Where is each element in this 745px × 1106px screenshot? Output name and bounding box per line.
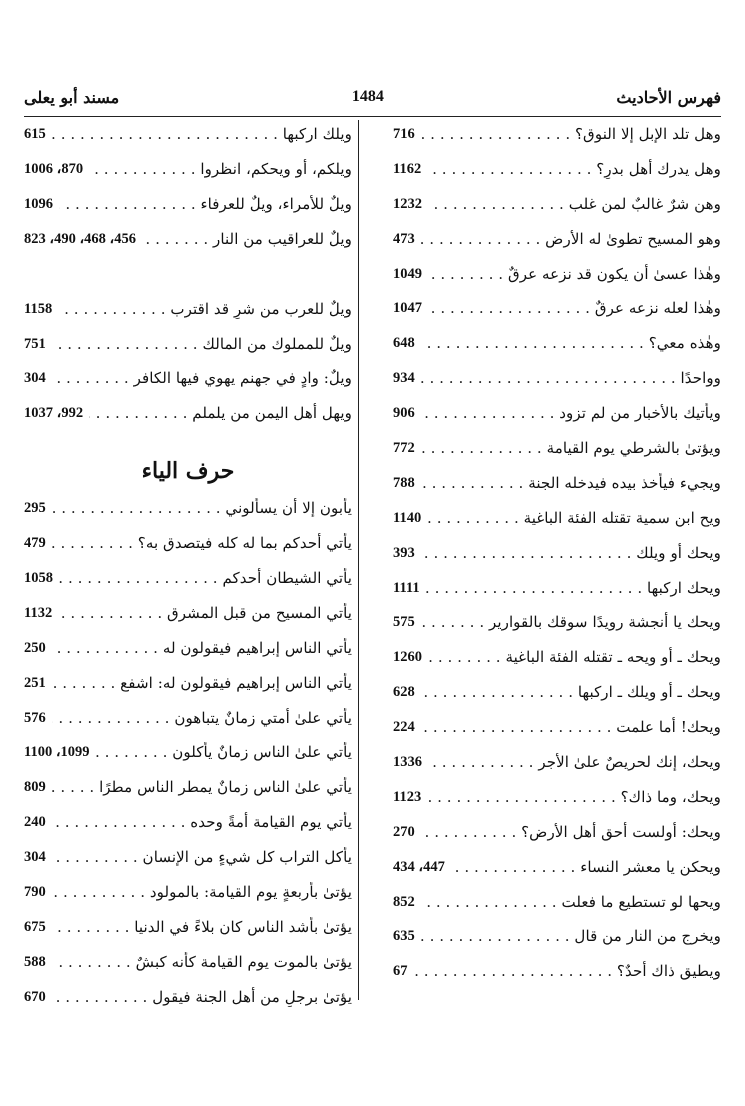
entry-text: يأتي يوم القيامة أمةً وحده . . . xyxy=(52,812,352,832)
index-entry xyxy=(393,961,721,996)
index-entry xyxy=(393,403,721,438)
entry-reference: 1096 xyxy=(24,195,53,212)
index-entry xyxy=(24,368,352,403)
entry-reference: 1058 xyxy=(24,570,53,587)
index-entry xyxy=(24,159,352,194)
entry-reference: 575 xyxy=(393,614,415,631)
entry-text: ويح ابن سمية تقتله الفئة الباغية . . . xyxy=(427,508,721,528)
index-entry xyxy=(24,742,352,777)
index-entry xyxy=(393,264,721,299)
entry-text: ويهل أهل اليمن من يلملم . . . xyxy=(89,403,352,423)
entry-reference: 588 xyxy=(24,953,46,970)
entry-text: وهو المسيح تطوىٰ له الأرض . . . xyxy=(421,229,721,249)
entry-reference: 934 xyxy=(393,370,415,387)
entry-reference: 251 xyxy=(24,674,46,691)
index-entry xyxy=(24,812,352,847)
entry-text: ويحك: أولست أحق أهل الأرض؟ . . . xyxy=(421,822,721,842)
header-rule xyxy=(24,116,721,117)
index-entry xyxy=(393,508,721,543)
entry-text: ويخرج من النار من قال . . . xyxy=(421,926,721,946)
index-entry xyxy=(24,533,352,568)
entry-reference: 870، 1006 xyxy=(24,160,84,177)
index-entry xyxy=(24,952,352,987)
left-column xyxy=(24,124,352,1022)
entry-reference: 473 xyxy=(393,230,415,247)
entry-reference: 675 xyxy=(24,918,46,935)
entry-text: يؤتىٰ برجلٍ من أهل الجنة فيقول . . . xyxy=(52,987,352,1007)
index-entry xyxy=(24,498,352,533)
page-number: 1484 xyxy=(351,88,384,105)
index-entry xyxy=(24,334,352,369)
entry-text: وهل يدرك أهل بدرٍ؟ . . . xyxy=(427,159,721,179)
entry-reference: 1123 xyxy=(393,788,422,805)
index-entry xyxy=(393,543,721,578)
entry-reference: 479 xyxy=(24,535,46,552)
entry-text: وهٰذا عسىٰ أن يكون قد نزعه عرقٌ . . . xyxy=(428,264,721,284)
index-entry xyxy=(24,403,352,438)
entry-text: ويلٌ للعراقيب من النار . . . xyxy=(142,229,352,249)
index-entry xyxy=(393,298,721,333)
entry-reference: 393 xyxy=(393,544,415,561)
entry-reference: 788 xyxy=(393,474,415,491)
index-entry xyxy=(393,647,721,682)
entry-reference: 670 xyxy=(24,988,46,1005)
entry-text: ويلكم، أو ويحكم، انظروا . . . xyxy=(89,159,352,179)
index-entry xyxy=(24,882,352,917)
entry-text: يؤتىٰ بأشد الناس كان بلاءً في الدنيا . . . xyxy=(52,917,352,937)
entry-text: ويحك أو ويلك . . . xyxy=(421,543,721,563)
entry-text: وواحدًا . . . xyxy=(421,368,721,388)
entry-text: وهٰذه معي؟ . . . xyxy=(421,333,721,353)
entry-reference: 790 xyxy=(24,884,46,901)
entry-text: ويجيء فيأخذ بيده فيدخله الجنة . . . xyxy=(421,473,721,493)
index-entry xyxy=(24,638,352,673)
entry-text: يأكل التراب كل شيءٍ من الإنسان . . . xyxy=(52,847,352,867)
entry-text: وهن شرٌ غالبٌ لمن غلب . . . xyxy=(428,194,721,214)
index-entry xyxy=(24,708,352,743)
right-column xyxy=(393,124,721,996)
entry-text: وهل تلد الإبل إلا النوق؟ . . . xyxy=(421,124,721,144)
entry-reference: 1099، 1100 xyxy=(24,744,90,761)
entry-text: يأتي الناس إبراهيم فيقولون له: اشفع . . . xyxy=(52,673,352,693)
entry-reference: 250 xyxy=(24,639,46,656)
index-entry xyxy=(393,926,721,961)
index-entry xyxy=(24,673,352,708)
entry-text: يأتي المسيح من قبل المشرق . . . xyxy=(58,603,352,623)
entry-reference: 224 xyxy=(393,719,415,736)
entry-reference: 304 xyxy=(24,849,46,866)
index-entry xyxy=(24,987,352,1022)
index-entry xyxy=(393,787,721,822)
entry-text: يأتي أحدكم بما له كله فيتصدق به؟ . . . xyxy=(52,533,352,553)
entry-text: يأتي الناس إبراهيم فيقولون له . . . xyxy=(52,638,352,658)
entry-reference: 270 xyxy=(393,823,415,840)
page-header xyxy=(24,82,721,112)
index-entry xyxy=(393,124,721,159)
entry-reference: 240 xyxy=(24,814,46,831)
entry-text: ويؤتىٰ بالشرطي يوم القيامة . . . xyxy=(421,438,721,458)
entry-text: يأتي الشيطان أحدكم . . . xyxy=(59,568,352,588)
entry-reference: 628 xyxy=(393,684,415,701)
index-entry xyxy=(393,612,721,647)
index-entry xyxy=(393,682,721,717)
index-entry xyxy=(24,194,352,229)
entry-text: ويحك ـ أو ويلك ـ اركبها . . . xyxy=(421,682,721,702)
entry-text: ويلك اركبها . . . xyxy=(52,124,352,144)
entry-reference: 716 xyxy=(393,126,415,142)
index-entry xyxy=(393,333,721,368)
index-entry xyxy=(393,578,721,613)
entry-reference: 1140 xyxy=(393,509,422,526)
entry-reference: 751 xyxy=(24,335,46,352)
left-column-bottom xyxy=(24,498,352,1021)
entry-text: ويلٌ للمملوك من المالك . . . xyxy=(52,334,352,354)
entry-text: ويحك اركبها . . . xyxy=(426,578,721,598)
entry-reference: 304 xyxy=(24,370,46,387)
entry-reference: 576 xyxy=(24,709,46,726)
entry-reference: 1232 xyxy=(393,195,422,212)
entry-text: ويلٌ للأمراء، ويلٌ للعرفاء . . . xyxy=(59,194,352,214)
entry-text: ويحك ـ أو ويحه ـ تقتله الفئة الباغية . . . xyxy=(428,647,721,667)
entry-reference: 1049 xyxy=(393,265,422,282)
entry-text: يؤتىٰ بالموت يوم القيامة كأنه كبشٌ . . . xyxy=(52,952,352,972)
entry-reference: 1047 xyxy=(393,300,422,317)
entry-reference: 635 xyxy=(393,928,415,945)
entry-text: ويحك يا أنجشة رويدًا سوقك بالقوارير . . . xyxy=(421,612,721,632)
entry-reference: 447، 434 xyxy=(393,858,445,875)
index-entry xyxy=(393,194,721,229)
index-entry xyxy=(24,603,352,638)
index-entry xyxy=(393,229,721,264)
entry-reference: 1111 xyxy=(393,579,420,596)
entry-text: يؤتىٰ بأربعةٍ يوم القيامة: بالمولود . . . xyxy=(52,882,352,902)
index-entry xyxy=(24,847,352,882)
entry-text: يأتي علىٰ الناس زمانٌ يمطر الناس مطرًا . . . xyxy=(52,777,352,797)
right-running-title: فهرس الأحاديث xyxy=(616,87,721,107)
entry-text: يأتي علىٰ الناس زمانٌ يأكلون . . . xyxy=(96,742,352,762)
entry-reference: 1158 xyxy=(24,300,53,317)
index-entry xyxy=(24,229,352,299)
entry-reference: 456، 468، 490، 823 xyxy=(24,230,136,247)
index-entry xyxy=(24,917,352,952)
entry-reference: 906 xyxy=(393,405,415,422)
entry-text: ويحك، إنك لحريصٌ علىٰ الأجر . . . xyxy=(428,752,721,772)
left-running-title: مسند أبو يعلى xyxy=(24,87,120,107)
entry-reference: 1336 xyxy=(393,754,422,771)
index-entry xyxy=(393,857,721,892)
entry-reference: 1260 xyxy=(393,649,422,666)
entry-text: ويلٌ: وادٍ في جهنم يهوي فيها الكافر . . . xyxy=(52,368,352,388)
entry-reference: 615 xyxy=(24,126,46,142)
index-entry xyxy=(24,568,352,603)
entry-text: ويطيق ذاك أحدٌ؟ . . . xyxy=(414,961,722,981)
index-entry xyxy=(393,717,721,752)
index-entry xyxy=(393,368,721,403)
entry-reference: 1132 xyxy=(24,604,53,621)
index-entry xyxy=(393,473,721,508)
entry-reference: 1162 xyxy=(393,160,422,177)
index-entry xyxy=(24,124,352,159)
left-column-top xyxy=(24,124,352,438)
section-title: حرف الياء xyxy=(141,458,235,485)
entry-text: ويلٌ للعرب من شرٍ قد اقترب . . . xyxy=(58,299,352,319)
entry-text: يأبون إلا أن يسألوني . . . xyxy=(52,498,352,518)
index-entry xyxy=(24,777,352,812)
entry-text: يأتي علىٰ أمتي زمانٌ يتباهون . . . xyxy=(52,708,352,728)
index-entry xyxy=(24,299,352,334)
index-entry xyxy=(393,752,721,787)
index-entry xyxy=(393,159,721,194)
index-entry xyxy=(393,892,721,927)
column-divider xyxy=(358,120,359,1000)
entry-reference: 852 xyxy=(393,893,415,910)
index-entry xyxy=(393,822,721,857)
index-entry xyxy=(393,438,721,473)
entry-reference: 67 xyxy=(393,963,408,980)
entry-reference: 648 xyxy=(393,335,415,352)
entry-reference: 809 xyxy=(24,779,46,796)
entry-text: وهٰذا لعله نزعه عرقٌ . . . xyxy=(428,298,721,318)
entry-reference: 295 xyxy=(24,500,46,517)
entry-text: ويحك! أما علمت . . . xyxy=(421,717,721,737)
entry-text: ويأتيك بالأخبار من لم تزود . . . xyxy=(421,403,721,423)
entry-text: ويحها لو تستطيع ما فعلت . . . xyxy=(421,892,721,912)
entry-reference: 992، 1037 xyxy=(24,405,84,422)
entry-text: ويحك، وما ذاك؟ . . . xyxy=(427,787,721,807)
entry-text: ويحكن يا معشر النساء . . . xyxy=(451,857,721,877)
entry-reference: 772 xyxy=(393,440,415,457)
